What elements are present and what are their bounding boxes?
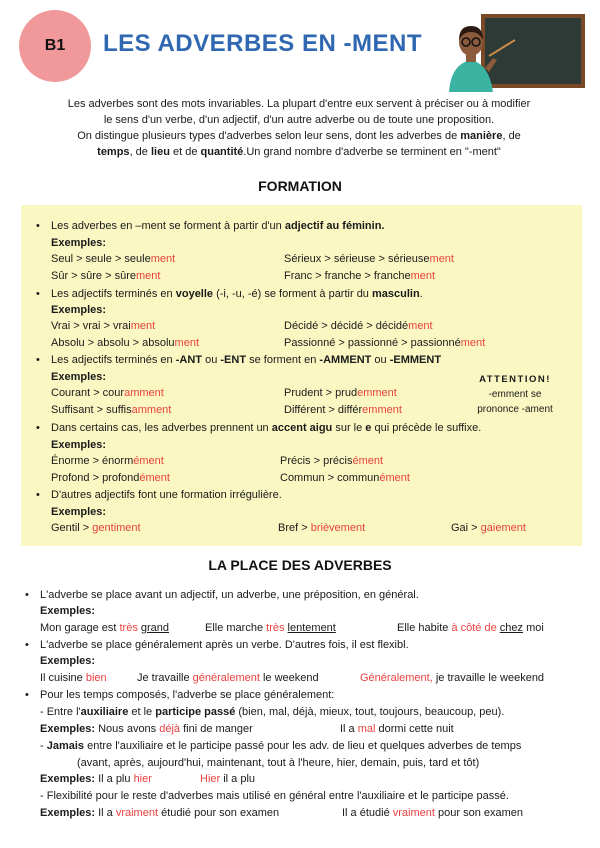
example-item: Courant > couramment — [51, 387, 164, 399]
intro-line: le sens d'un verbe, d'un adjectif, d'un autre adverbe ou de toute une proposition. — [103, 114, 495, 126]
attention-line: prononce -ament — [477, 404, 553, 415]
formation-heading: FORMATION — [258, 178, 342, 194]
examples-label: Exemples: — [51, 506, 107, 518]
chalkboard — [485, 18, 581, 84]
example-item: Sérieux > sérieuse > sérieusement — [284, 253, 454, 265]
level-badge: B1 — [19, 10, 91, 82]
example-item: Généralement, je travaille le weekend — [360, 672, 545, 684]
example-item: Précis > précisément — [280, 455, 384, 467]
rule-before-adjective: • L'adverbe se place avant un adjectif, un adverbe, une préposition, en général. — [40, 589, 419, 601]
example-item: Prudent > prudemment — [284, 387, 397, 399]
example-item: Seul > seule > seulement — [51, 253, 176, 265]
rule-vowel: • Les adjectifs terminés en voyelle (-i, -u, -é) se forment à partir du masculin. — [51, 288, 423, 300]
rule-compound-tenses: • Pour les temps composés, l'adverbe se place généralement: — [40, 689, 334, 701]
rule-feminine: • Les adverbes en –ment se forment à partir d'un adjectif au féminin. — [51, 220, 384, 232]
example-item: Commun > communément — [280, 472, 410, 484]
example-item: Passionné > passionné > passionnément — [284, 337, 486, 349]
examples-label: Exemples: — [40, 605, 96, 617]
example-item: Je travaille généralement le weekend — [137, 672, 319, 684]
example-item: Suffisant > suffisamment — [51, 404, 172, 416]
example-item: Différent > différemment — [284, 404, 402, 416]
intro-line: Les adverbes sont des mots invariables. La plupart d'entre eux servent à préciser ou à modifier — [67, 98, 531, 110]
example-item: Exemples: Il a vraiment étudié pour son examen — [40, 807, 280, 819]
rule-after-verb: • L'adverbe se place généralement après un verbe. D'autres fois, il est flexibl. — [40, 639, 409, 651]
attention-title: ATTENTION! — [479, 374, 551, 385]
rule-line: - Entre l'auxiliaire et le participe passé (bien, mal, déjà, mieux, tout, toujours, beaucoup, peu). — [40, 706, 505, 718]
example-item: Vrai > vrai > vraiment — [51, 320, 156, 332]
examples-label: Exemples: — [51, 304, 107, 316]
example-item: Hier il a plu — [200, 773, 256, 785]
rule-accent: • Dans certains cas, les adverbes prennent un accent aigu sur le e qui précède le suffixe. — [51, 422, 481, 434]
rule-line: (avant, après, aujourd'hui, maintenant, tout à l'heure, hier, demain, puis, tard et tôt) — [77, 757, 480, 769]
example-item: Décidé > décidé > décidément — [284, 320, 433, 332]
attention-note — [460, 372, 570, 417]
attention-line: -emment se — [488, 389, 542, 400]
intro-line: temps, de lieu et de quantité.Un grand nombre d'adverbe se terminent en "-ment" — [97, 146, 501, 158]
example-item: Énorme > énormément — [51, 455, 164, 467]
teacher-illustration — [445, 12, 587, 92]
example-item: Il cuisine bien — [40, 672, 107, 684]
example-item: Gai > gaiement — [451, 522, 526, 534]
example-item: Sûr > sûre > sûrement — [51, 270, 161, 282]
example-item: Mon garage est très grand — [40, 622, 170, 634]
intro-line: On distingue plusieurs types d'adverbes selon leur sens, dont les adverbes de manière, de — [77, 130, 521, 142]
example-item: Absolu > absolu > absolument — [51, 337, 200, 349]
example-item: Profond > profondément — [51, 472, 170, 484]
rule-line: - Jamais entre l'auxiliaire et le participe passé pour les adv. de lieu et quelques adverbes de temps — [40, 740, 522, 752]
example-item: Bref > brièvement — [278, 522, 366, 534]
example-item: Il a mal dormi cette nuit — [340, 723, 454, 735]
page-title: LES ADVERBES EN -MENT — [103, 30, 422, 57]
intro-paragraph — [20, 96, 578, 160]
examples-label: Exemples: — [51, 439, 107, 451]
example-item: Elle habite à côté de chez moi — [397, 622, 544, 634]
example-item: Franc > franche > franchement — [284, 270, 436, 282]
example-item: Il a étudié vraiment pour son examen — [342, 807, 524, 819]
rule-irregular: • D'autres adjectifs font une formation irrégulière. — [51, 489, 282, 501]
example-item: Gentil > gentiment — [51, 522, 141, 534]
place-heading: LA PLACE DES ADVERBES — [208, 557, 392, 573]
examples-label: Exemples: — [51, 371, 107, 383]
examples-label: Exemples: — [51, 237, 107, 249]
example-item: Elle marche très lentement — [205, 622, 336, 634]
example-item: Exemples: Il a plu hier — [40, 773, 152, 785]
example-item: Exemples: Nous avons déjà fini de manger — [40, 723, 253, 735]
rule-line: - Flexibilité pour le reste d'adverbes mais utilisé en général entre l'auxiliaire et le participe passé. — [40, 790, 509, 802]
examples-label: Exemples: — [40, 655, 96, 667]
rule-ant-ent: • Les adjectifs terminés en -ANT ou -ENT se forment en -AMMENT ou -EMMENT — [51, 354, 441, 366]
